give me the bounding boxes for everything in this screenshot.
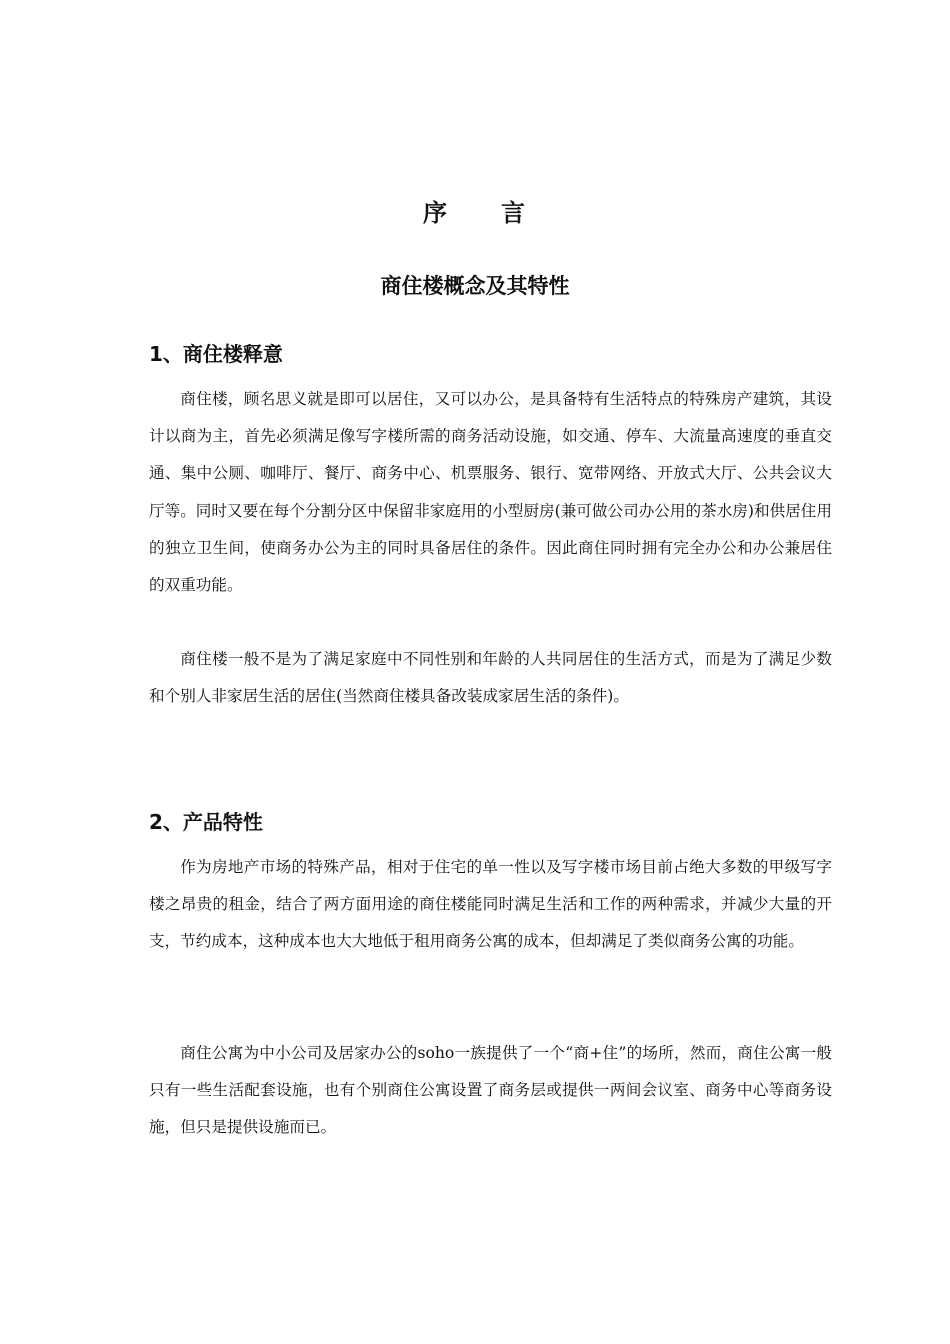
section-1-paragraph-1: 商住楼，顾名思义就是即可以居住，又可以办公，是具备特有生活特点的特殊房产建筑，其设计以商为主，首先必须满足像写字楼所需的商务活动设施，如交通、停车、大流量高速度的垂直交通、集中公厕、咖啡厅、餐厅、商务中心、机票服务、银行、宽带网络、开放式大厅、公共会议大厅等。同时又要在每个分割分区中保留非家庭用的小型厨房(兼可做公司办公用的茶水房)和供居住用的独立卫生间，使商务办公为主的同时具备居住的条件。因此商住同时拥有完全办公和办公兼居住的双重功能。 (149, 390, 832, 595)
section-heading-2: 2、产品特性 (149, 810, 263, 834)
section-2-paragraph-1: 作为房地产市场的特殊产品，相对于住宅的单一性以及写字楼市场目前占绝大多数的甲级写字楼之昂贵的租金，结合了两方面用途的商住楼能同时满足生活和工作的两种需求，并减少大量的开支，节约成本，这种成本也大大地低于租用商务公寓的成本，但却满足了类似商务公寓的功能。 (149, 858, 832, 951)
section-2-paragraph-2: 商住公寓为中小公司及居家办公的soho一族提供了一个“商+住”的场所，然而，商住公寓一般只有一些生活配套设施，也有个别商住公寓设置了商务层或提供一两间会议室、商务中心等商务设施，但只是提供设施而已。 (149, 1044, 832, 1137)
section-heading-1: 1、商住楼释意 (149, 342, 283, 366)
page-title: 序 言 (423, 199, 527, 227)
section-1-paragraph-2: 商住楼一般不是为了满足家庭中不同性别和年龄的人共同居住的生活方式，而是为了满足少数和个别人非家居生活的居住(当然商住楼具备改装成家居生活的条件)。 (149, 650, 832, 706)
document-subtitle: 商住楼概念及其特性 (380, 274, 570, 298)
